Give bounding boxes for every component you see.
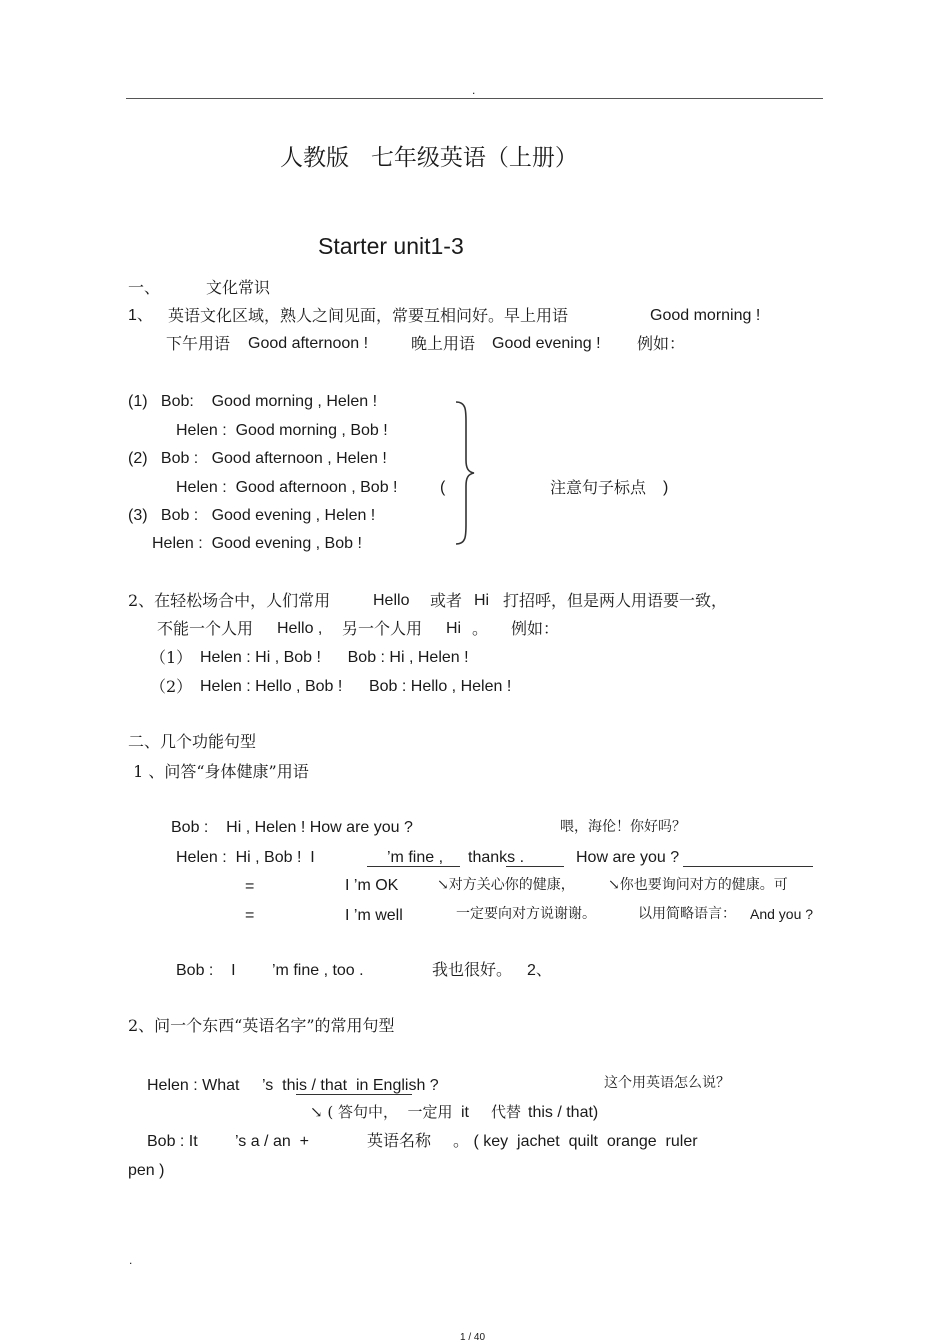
bob-line-2-num: 2、: [527, 962, 552, 979]
bob-line-3-d: pen ): [128, 1162, 165, 1179]
helen-line-2-cn: 这个用英语怎么说？: [604, 1075, 730, 1091]
item2-ex1-num: （1）: [150, 648, 193, 667]
header-rule: [126, 98, 823, 99]
item2-ex2: Helen : Hello , Bob ! Bob : Hello , Helen !: [200, 678, 512, 695]
item2-or: 或者: [430, 591, 463, 610]
item2-line2-c: 。: [472, 619, 489, 638]
blank-underline-4: [296, 1094, 412, 1095]
arrow-line-b: 代替: [491, 1103, 522, 1121]
im-ok: I ’m OK: [345, 877, 399, 894]
section1-heading-num: 一、: [128, 278, 161, 297]
item2-line2-a: 不能一个人用: [157, 619, 254, 638]
equals-1: =: [245, 878, 255, 895]
dialog-line-5: (3) Bob : Good evening , Helen !: [128, 507, 376, 524]
bob-line-2-a: Bob : I: [176, 962, 236, 979]
arrow-it: it: [461, 1104, 469, 1121]
note-4: 以用简略语言：: [638, 906, 736, 922]
bob-line-1-cn: 喂，海伦！你好吗？: [560, 819, 686, 835]
item1-good-evening: Good evening !: [492, 335, 601, 352]
item1-num: 1、: [128, 307, 153, 324]
equals-2: =: [245, 907, 255, 924]
curly-brace-icon: [452, 400, 478, 546]
item1-text: 英语文化区域，熟人之间见面，常要互相问好。早上用语: [168, 306, 569, 325]
item1-good-afternoon: Good afternoon !: [248, 335, 369, 352]
note-1: ↘对方关心你的健康，: [437, 877, 575, 893]
bob-line-3-b: ’s a / an +: [235, 1133, 309, 1150]
page-number: 1 / 40: [460, 1332, 486, 1343]
bob-line-3-a: Bob : It: [147, 1133, 198, 1150]
section2-sub2: 2、问一个东西“英语名字”的常用句型: [128, 1016, 395, 1035]
blank-underline-2: [506, 866, 564, 867]
helen-line-1-d: How are you ?: [576, 849, 680, 866]
blank-underline-3: [683, 866, 813, 867]
bob-line-1: Bob : Hi , Helen ! How are you ?: [171, 819, 413, 836]
item2-ex1: Helen : Hi , Bob ! Bob : Hi , Helen !: [200, 649, 469, 666]
bob-line-2-cn: 我也很好。: [432, 960, 513, 979]
bracket-paren-close: ): [663, 479, 669, 496]
item2-line1-a: 2、在轻松场合中，人们常用: [128, 591, 331, 610]
item1-afternoon-cn: 下午用语: [166, 334, 231, 353]
item1-example-cn: 例如：: [637, 334, 686, 353]
and-you: And you ?: [750, 906, 814, 922]
section2-heading: 二、几个功能句型: [128, 732, 257, 751]
section1-heading: 文化常识: [206, 278, 271, 297]
dialog-line-2: Helen : Good morning , Bob !: [176, 422, 388, 439]
helen-line-2-a: Helen : What: [147, 1077, 240, 1094]
item1-good-morning: Good morning !: [650, 307, 761, 324]
dialog-line-1: (1) Bob: Good morning , Helen !: [128, 393, 378, 410]
helen-line-1-c: thanks .: [468, 849, 525, 866]
im-well: I ’m well: [345, 907, 403, 924]
section2-sub1: 1 、问答“身体健康”用语: [128, 762, 309, 781]
page-title: 人教版 七年级英语（上册）: [280, 145, 578, 171]
bracket-note: 注意句子标点: [550, 478, 647, 497]
helen-line-1-a: Helen : Hi , Bob ! I: [176, 849, 315, 866]
dialog-line-6: Helen : Good evening , Bob !: [152, 535, 362, 552]
page-subtitle: Starter unit1-3: [318, 233, 464, 259]
arrow-line-a: ↘ ( 答句中， 一定用: [310, 1103, 453, 1121]
helen-line-2-b: ’s this / that in English ?: [262, 1077, 439, 1094]
dialog-line-3: (2) Bob : Good afternoon , Helen !: [128, 450, 387, 467]
item2-hello2: Hello ,: [277, 620, 323, 637]
bob-line-3-c: 。 ( key jachet quilt orange ruler: [453, 1133, 698, 1150]
bob-line-2-b: ’m fine , too .: [272, 962, 364, 979]
helen-line-1-b: ’m fine ,: [387, 849, 444, 866]
item2-hello: Hello: [373, 592, 410, 609]
arrow-line-c: this / that): [528, 1104, 599, 1121]
dialog-line-4: Helen : Good afternoon , Bob !: [176, 479, 398, 496]
item2-ex2-num: （2）: [150, 677, 193, 696]
note-3: 一定要向对方说谢谢。: [456, 906, 596, 922]
item2-hi: Hi: [474, 592, 490, 609]
item2-line2-d: 例如：: [511, 619, 560, 638]
item2-line2-b: 另一个人用: [342, 619, 423, 638]
blank-underline-1: [367, 866, 460, 867]
item2-hi2: Hi: [446, 620, 462, 637]
item2-line1-b: 打招呼，但是两人用语要一致，: [503, 591, 728, 610]
note-2: ↘你也要询问对方的健康。可: [608, 877, 788, 893]
bracket-paren-open: (: [440, 479, 446, 496]
item1-evening-cn: 晚上用语: [411, 334, 476, 353]
bob-line-3-cn: 英语名称: [367, 1131, 432, 1150]
footer-dot: .: [129, 1253, 133, 1267]
header-dot: .: [472, 83, 476, 97]
